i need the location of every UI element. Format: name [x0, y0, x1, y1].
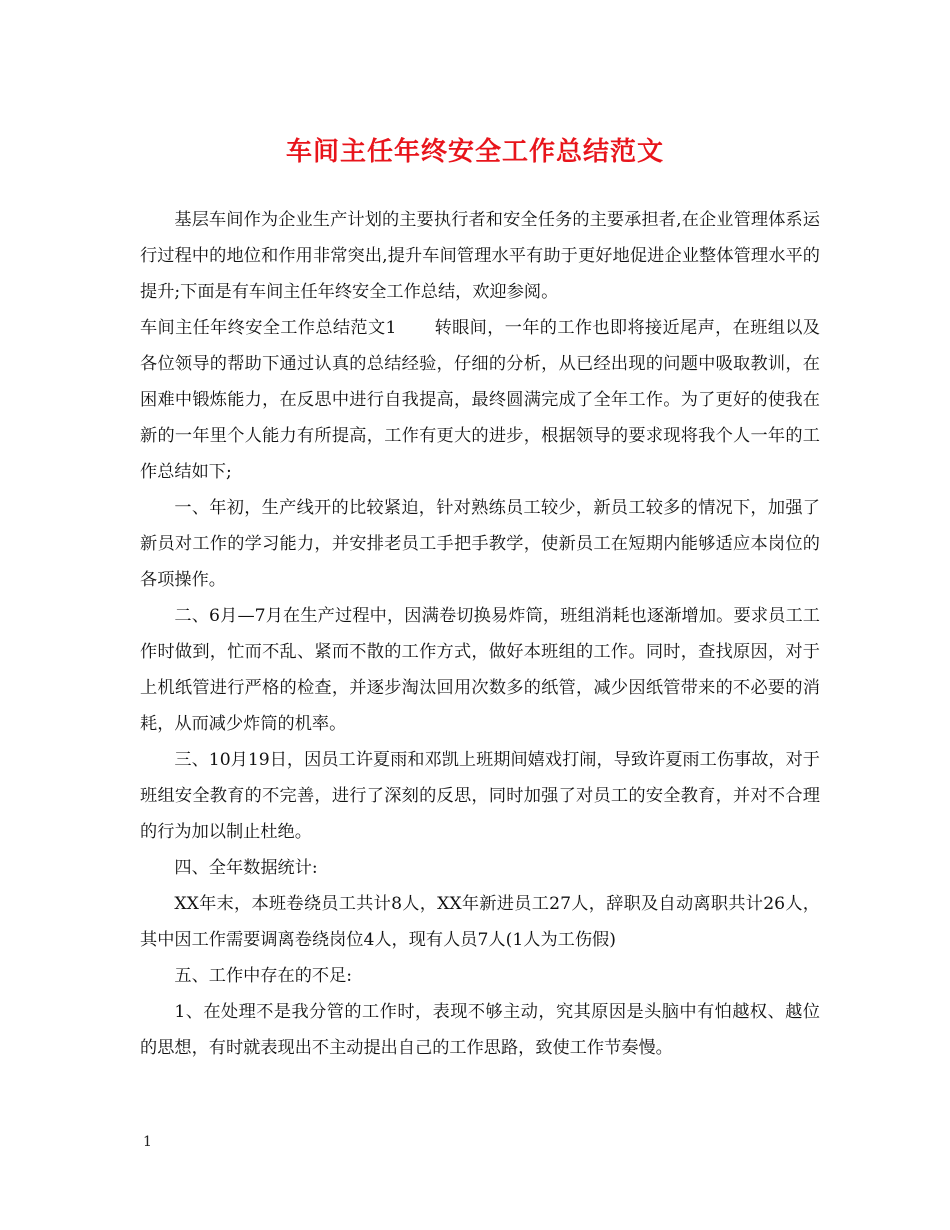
section-opening: 转眼间，一年的工作也即将接近尾声，在班组以及各位领导的帮助下通过认真的总结经验，仔细的分析，从已经出现的问题中吸取教训，在困难中锻炼能力，在反思中进行自我提高，最终圆满完成了全年工作。为了更好的使我在新的一年里个人能力有所提高，工作有更大的进步，根据领导的要求现将我个人一年的工作总结如下;	[140, 318, 820, 482]
paragraph-item-4: 四、全年数据统计:	[174, 858, 318, 878]
paragraph-item-5: XX年末，本班卷绕员工共计8人，XX年新进员工27人，辞职及自动离职共计26人，其中因工作需要调离卷绕岗位4人，现有人员7人(1人为工伤假)	[140, 894, 820, 950]
paragraph-item-6: 五、工作中存在的不足:	[174, 966, 353, 986]
page-number: 1	[143, 1134, 152, 1150]
section-heading: 车间主任年终安全工作总结范文1	[140, 318, 397, 338]
intro-paragraph: 基层车间作为企业生产计划的主要执行者和安全任务的主要承担者,在企业管理体系运行过程中的地位和作用非常突出,提升车间管理水平有助于更好地促进企业整体管理水平的提升;下面是有车间主任年终安全工作总结，欢迎参阅。	[140, 210, 820, 302]
document-body	[140, 202, 820, 1066]
paragraph-item-1: 一、年初，生产线开的比较紧迫，针对熟练员工较少，新员工较多的情况下，加强了新员对工作的学习能力，并安排老员工手把手教学，使新员工在短期内能够适应本岗位的各项操作。	[140, 498, 820, 590]
document-title: 车间主任年终安全工作总结范文	[285, 137, 664, 167]
section-paragraph	[140, 310, 820, 490]
paragraph-item-3: 三、10月19日，因员工许夏雨和邓凯上班期间嬉戏打闹，导致许夏雨工伤事故，对于班组安全教育的不完善，进行了深刻的反思，同时加强了对员工的安全教育，并对不合理的行为加以制止杜绝。	[140, 750, 820, 842]
paragraph-item-2: 二、6月—7月在生产过程中，因满卷切换易炸筒，班组消耗也逐渐增加。要求员工工作时做到，忙而不乱、紧而不散的工作方式，做好本班组的工作。同时，查找原因，对于上机纸管进行严格的检查，并逐步淘汰回用次数多的纸管，减少因纸管带来的不必要的消耗，从而减少炸筒的机率。	[140, 606, 820, 734]
paragraph-item-7: 1、在处理不是我分管的工作时，表现不够主动，究其原因是头脑中有怕越权、越位的思想，有时就表现出不主动提出自己的工作思路，致使工作节奏慢。	[140, 1002, 820, 1058]
